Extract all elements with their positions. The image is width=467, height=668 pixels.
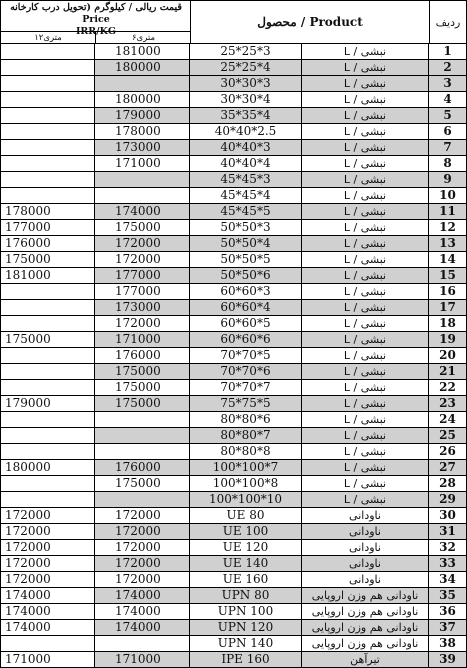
row-number-cell: 12 [429,220,467,236]
size-cell: 60*60*4 [190,300,302,316]
price-6m-cell: 176000 [95,348,190,364]
table-row [0,252,467,268]
product-cell: ناودانی [302,524,429,540]
product-cell: نبشی / L [302,108,429,124]
table-row [0,652,467,668]
row-number-cell: 15 [429,268,467,284]
price-13m-cell: 180000 [0,460,95,476]
price-13m-cell: 171000 [0,652,95,668]
price-13m-cell [0,300,95,316]
size-cell: UPN 120 [190,620,302,636]
row-number-cell: 19 [429,332,467,348]
size-cell: UPN 80 [190,588,302,604]
size-cell: 70*70*5 [190,348,302,364]
price-13m-cell [0,124,95,140]
price-6m-cell: 172000 [95,236,190,252]
row-number-header: ردیف [435,15,461,29]
row-number-cell: 21 [429,364,467,380]
table-row [0,316,467,332]
size-cell: 50*50*4 [190,236,302,252]
price-6m-cell: 177000 [95,268,190,284]
price-6m-cell: 175000 [95,476,190,492]
row-number-cell: 9 [429,172,467,188]
row-number-cell: 10 [429,188,467,204]
row-number-cell: 24 [429,412,467,428]
price-6m-cell [95,76,190,92]
size-cell: 100*100*10 [190,492,302,508]
price-6m-cell: 172000 [95,316,190,332]
size-cell: 45*45*5 [190,204,302,220]
row-number-cell: 30 [429,508,467,524]
price-13m-cell [0,188,95,204]
size-cell: 80*80*8 [190,444,302,460]
product-cell: تیرآهن [302,652,429,668]
product-cell: نبشی / L [302,284,429,300]
size-cell: UE 160 [190,572,302,588]
price-13m-cell: 178000 [0,204,95,220]
product-cell: ناودانی [302,508,429,524]
product-cell: نبشی / L [302,220,429,236]
price-6m-cell: 173000 [95,300,190,316]
price-13m-cell [0,348,95,364]
price-13m-cell [0,156,95,172]
size-cell: 70*70*6 [190,364,302,380]
product-cell: ناودانی هم وزن اروپایی [302,636,429,652]
size-cell: 80*80*7 [190,428,302,444]
price-13m-cell [0,636,95,652]
row-number-cell: 34 [429,572,467,588]
price-13m-cell: 179000 [0,396,95,412]
row-number-cell: 39 [429,652,467,668]
table-row [0,380,467,396]
price-13m-cell [0,476,95,492]
table-row [0,76,467,92]
row-number-cell: 4 [429,92,467,108]
col-13m-header: ۱۲متری [1,31,96,44]
price-6m-cell: 175000 [95,396,190,412]
price-13m-cell [0,60,95,76]
row-number-cell: 27 [429,460,467,476]
table-row [0,364,467,380]
row-number-cell: 20 [429,348,467,364]
price-13m-cell: 172000 [0,508,95,524]
price-13m-cell [0,316,95,332]
product-cell: نبشی / L [302,348,429,364]
price-6m-cell: 171000 [95,156,190,172]
price-13m-cell: 175000 [0,332,95,348]
row-number-cell: 1 [429,44,467,60]
product-cell: نبشی / L [302,268,429,284]
row-number-cell: 31 [429,524,467,540]
table-row [0,508,467,524]
size-cell: UE 80 [190,508,302,524]
price-6m-cell [95,428,190,444]
size-cell: 35*35*4 [190,108,302,124]
size-cell: 40*40*3 [190,140,302,156]
price-13m-cell [0,44,95,60]
table-row [0,604,467,620]
row-number-cell: 37 [429,620,467,636]
table-row [0,556,467,572]
row-number-cell: 7 [429,140,467,156]
table-row [0,156,467,172]
table-row [0,236,467,252]
price-6m-cell [95,412,190,428]
product-cell: نبشی / L [302,396,429,412]
price-13m-cell: 177000 [0,220,95,236]
price-13m-cell [0,76,95,92]
price-6m-cell [95,636,190,652]
price-6m-cell: 181000 [95,44,190,60]
size-cell: 100*100*8 [190,476,302,492]
row-number-cell: 33 [429,556,467,572]
table-row [0,204,467,220]
price-13m-cell [0,364,95,380]
row-number-cell: 2 [429,60,467,76]
table-row [0,44,467,60]
product-cell: نبشی / L [302,92,429,108]
price-13m-cell [0,92,95,108]
row-number-cell: 28 [429,476,467,492]
price-title-line: قیمت ریالی / کیلوگرم (تحویل درب کارخانه Price [10,2,182,25]
price-6m-cell: 180000 [95,92,190,108]
price-13m-cell: 172000 [0,524,95,540]
product-cell: نبشی / L [302,60,429,76]
size-cell: UPN 100 [190,604,302,620]
price-13m-cell [0,108,95,124]
table-row [0,124,467,140]
table-row [0,396,467,412]
table-row [0,60,467,76]
price-13m-cell: 174000 [0,588,95,604]
product-cell: نبشی / L [302,492,429,508]
row-number-cell: 29 [429,492,467,508]
product-cell: نبشی / L [302,364,429,380]
row-number-cell: 14 [429,252,467,268]
price-13m-cell: 172000 [0,540,95,556]
row-number-cell: 6 [429,124,467,140]
table-row [0,188,467,204]
product-cell: نبشی / L [302,252,429,268]
size-cell: 75*75*5 [190,396,302,412]
price-13m-cell [0,284,95,300]
table-row [0,172,467,188]
table-row [0,540,467,556]
row-number-cell: 5 [429,108,467,124]
col-6m-header: ۶متری [96,31,191,44]
price-6m-cell [95,444,190,460]
price-6m-cell: 172000 [95,572,190,588]
product-cell: نبشی / L [302,236,429,252]
price-unit: IRR/KG [75,26,117,37]
product-cell: نبشی / L [302,44,429,60]
product-cell: ناودانی هم وزن اروپایی [302,588,429,604]
price-6m-cell [95,172,190,188]
row-number-cell: 8 [429,156,467,172]
table-row [0,460,467,476]
row-number-cell: 35 [429,588,467,604]
price-6m-cell: 174000 [95,620,190,636]
price-13m-cell: 176000 [0,236,95,252]
row-number-cell: 36 [429,604,467,620]
table-row [0,524,467,540]
price-6m-cell: 174000 [95,204,190,220]
price-6m-cell: 175000 [95,380,190,396]
size-cell: 30*30*3 [190,76,302,92]
table-row [0,268,467,284]
row-number-cell: 17 [429,300,467,316]
size-cell: 100*100*7 [190,460,302,476]
product-cell: نبشی / L [302,316,429,332]
product-header: محصول / Product [191,1,430,43]
price-6m-cell: 172000 [95,508,190,524]
product-cell: نبشی / L [302,188,429,204]
size-cell: 25*25*4 [190,60,302,76]
size-cell: IPE 160 [190,652,302,668]
price-13m-cell [0,428,95,444]
price-13m-cell: 172000 [0,556,95,572]
price-6m-cell: 177000 [95,284,190,300]
row-number-cell: 32 [429,540,467,556]
product-cell: ناودانی هم وزن اروپایی [302,620,429,636]
price-13m-cell [0,172,95,188]
size-cell: 40*40*4 [190,156,302,172]
price-13m-cell: 174000 [0,604,95,620]
row-number-cell: 11 [429,204,467,220]
product-cell: نبشی / L [302,140,429,156]
price-6m-cell: 173000 [95,140,190,156]
size-cell: UE 140 [190,556,302,572]
price-6m-cell: 179000 [95,108,190,124]
price-13m-cell: 175000 [0,252,95,268]
size-cell: UPN 140 [190,636,302,652]
table-row [0,620,467,636]
price-13m-cell [0,412,95,428]
row-number-cell: 22 [429,380,467,396]
size-cell: 50*50*3 [190,220,302,236]
product-cell: ناودانی هم وزن اروپایی [302,604,429,620]
size-cell: 25*25*3 [190,44,302,60]
row-number-cell: 23 [429,396,467,412]
price-title [1,1,191,37]
price-6m-cell: 172000 [95,556,190,572]
size-cell: 45*45*4 [190,188,302,204]
table-row [0,588,467,604]
price-6m-cell: 176000 [95,460,190,476]
price-6m-cell: 174000 [95,604,190,620]
price-6m-cell [95,492,190,508]
table-row [0,332,467,348]
size-cell: 60*60*5 [190,316,302,332]
table-header [0,0,467,44]
price-6m-cell: 171000 [95,332,190,348]
product-cell: نبشی / L [302,76,429,92]
size-cell: UE 100 [190,524,302,540]
row-number-cell: 18 [429,316,467,332]
table-row [0,636,467,652]
product-cell: نبشی / L [302,332,429,348]
product-cell: نبشی / L [302,412,429,428]
price-6m-cell: 172000 [95,540,190,556]
table-row [0,412,467,428]
size-cell: 50*50*5 [190,252,302,268]
price-13m-cell: 174000 [0,620,95,636]
product-cell: نبشی / L [302,460,429,476]
table-row [0,348,467,364]
table-row [0,572,467,588]
product-cell: ناودانی [302,572,429,588]
price-header [1,1,191,43]
table-row [0,428,467,444]
table-row [0,92,467,108]
table-row [0,476,467,492]
price-6m-cell: 175000 [95,220,190,236]
product-cell: نبشی / L [302,300,429,316]
price-13m-cell [0,380,95,396]
product-cell: نبشی / L [302,380,429,396]
size-cell: 45*45*3 [190,172,302,188]
product-cell: نبشی / L [302,444,429,460]
product-cell: نبشی / L [302,428,429,444]
table-row [0,444,467,460]
table-row [0,284,467,300]
size-cell: 60*60*3 [190,284,302,300]
row-number-cell: 25 [429,428,467,444]
product-cell: نبشی / L [302,156,429,172]
product-cell: نبشی / L [302,172,429,188]
price-13m-cell [0,140,95,156]
row-number-cell: 3 [429,76,467,92]
price-13m-cell [0,444,95,460]
size-cell: 30*30*4 [190,92,302,108]
row-number-cell: 13 [429,236,467,252]
table-row [0,492,467,508]
size-cell: 40*40*2.5 [190,124,302,140]
price-6m-cell [95,188,190,204]
product-cell: نبشی / L [302,204,429,220]
size-cell: 50*50*6 [190,268,302,284]
price-6m-cell: 171000 [95,652,190,668]
table-row [0,300,467,316]
product-cell: ناودانی [302,540,429,556]
price-6m-cell: 172000 [95,252,190,268]
price-6m-cell: 172000 [95,524,190,540]
price-6m-cell: 180000 [95,60,190,76]
product-cell: نبشی / L [302,476,429,492]
price-13m-cell: 172000 [0,572,95,588]
price-13m-cell: 181000 [0,268,95,284]
size-cell: 60*60*6 [190,332,302,348]
table-row [0,220,467,236]
row-number-cell: 16 [429,284,467,300]
product-cell: نبشی / L [302,124,429,140]
table-row [0,140,467,156]
product-cell: ناودانی [302,556,429,572]
price-6m-cell: 174000 [95,588,190,604]
size-cell: UE 120 [190,540,302,556]
size-cell: 70*70*7 [190,380,302,396]
price-13m-cell [0,492,95,508]
row-number-cell: 38 [429,636,467,652]
size-cell: 80*80*6 [190,412,302,428]
row-number-cell: 26 [429,444,467,460]
price-6m-cell: 175000 [95,364,190,380]
table-row [0,108,467,124]
price-6m-cell: 178000 [95,124,190,140]
